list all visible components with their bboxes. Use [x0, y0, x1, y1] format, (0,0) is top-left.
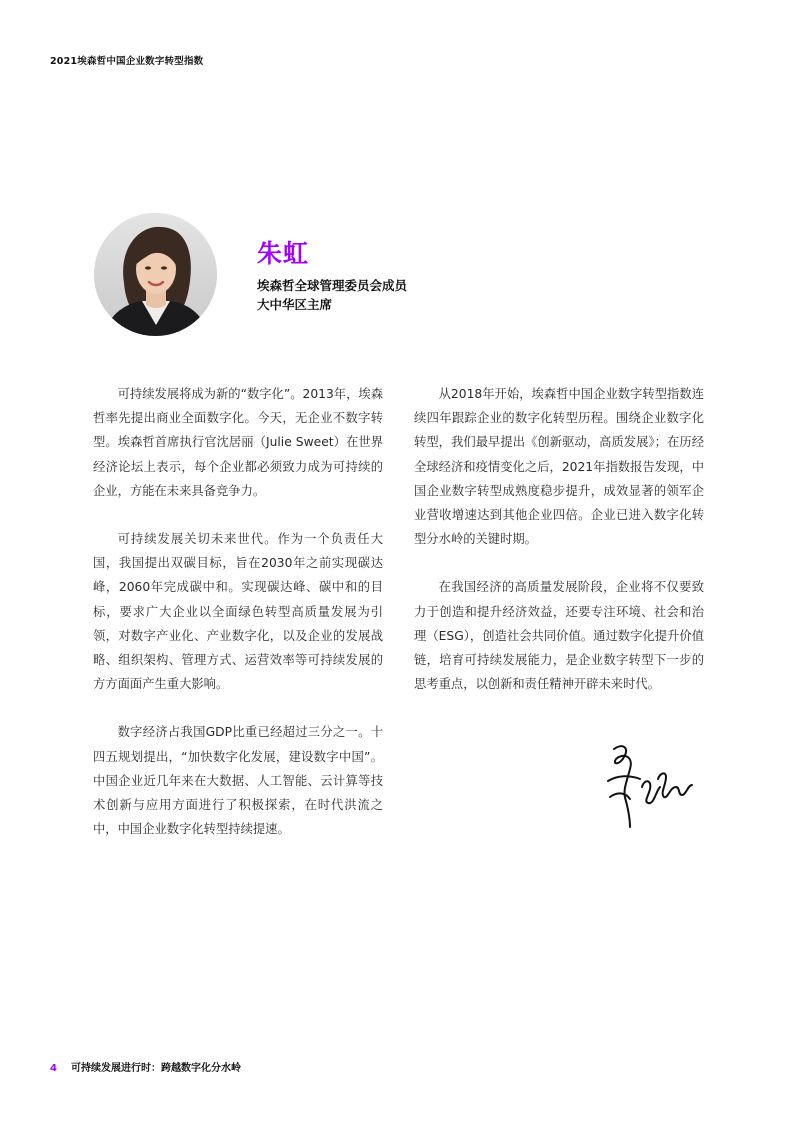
paragraph: 可持续发展关切未来世代。作为一个负责任大国，我国提出双碳目标，旨在2030年之前实现碳达峰，2060年完成碳中和。实现碳达峰、碳中和的目标，要求广大企业以全面绿色转型高质量发展为引领，对数字产业化、产业数字化，以及企业的发展战略、组织架构、管理方式、运营效率等可持续发展的方方面面产生重大影响。: [93, 532, 383, 692]
person-title-line-1: 埃森哲全球管理委员会成员: [257, 278, 408, 293]
running-header: 2021埃森哲中国企业数字转型指数: [50, 56, 204, 67]
paragraph: 可持续发展将成为新的“数字化”。2013年，埃森哲率先提出商业全面数字化。今天，无企业不数字转型。埃森哲首席执行官沈居丽（Julie Sweet）在世界经济论坛上表示，每个企业都必须致力成为可持续的企业，方能在未来具备竞争力。: [93, 387, 383, 498]
paragraph: 在我国经济的高质量发展阶段，企业将不仅要致力于创造和提升经济效益，还要专注环境、社会和治理（ESG），创造社会共同价值。通过数字化提升价值链，培育可持续发展能力，是企业数字转型下一步的思考重点，以创新和责任精神开辟未来时代。: [414, 580, 704, 692]
page-number: 4: [50, 1063, 57, 1074]
handwritten-signature: [600, 735, 700, 835]
portrait-photo: [94, 213, 217, 336]
page-footer: [50, 1059, 241, 1074]
person-name: 朱虹: [257, 239, 310, 268]
right-text-column: [414, 382, 704, 720]
person-title-line-2: 大中华区主席: [257, 297, 333, 312]
paragraph: 数字经济占我国GDP比重已经超过三分之一。十四五规划提出，“加快数字化发展，建设数字中国”。中国企业近几年来在大数据、人工智能、云计算等技术创新与应用方面进行了积极探索，在时代洪流之中，中国企业数字化转型持续提速。: [93, 725, 383, 837]
footer-section-title: 可持续发展进行时：跨越数字化分水岭: [70, 1063, 241, 1074]
portrait-illustration: [94, 213, 217, 336]
left-text-column: [93, 382, 383, 865]
paragraph: 从2018年开始，埃森哲中国企业数字转型指数连续四年跟踪企业的数字化转型历程。围绕企业数字化转型，我们最早提出《创新驱动，高质发展》；在历经全球经济和疫情变化之后，2021年指数报告发现，中国企业数字转型成熟度稳步提升，成效显著的领军企业营收增速达到其他企业四倍。企业已进入数字化转型分水岭的关键时期。: [414, 387, 704, 547]
